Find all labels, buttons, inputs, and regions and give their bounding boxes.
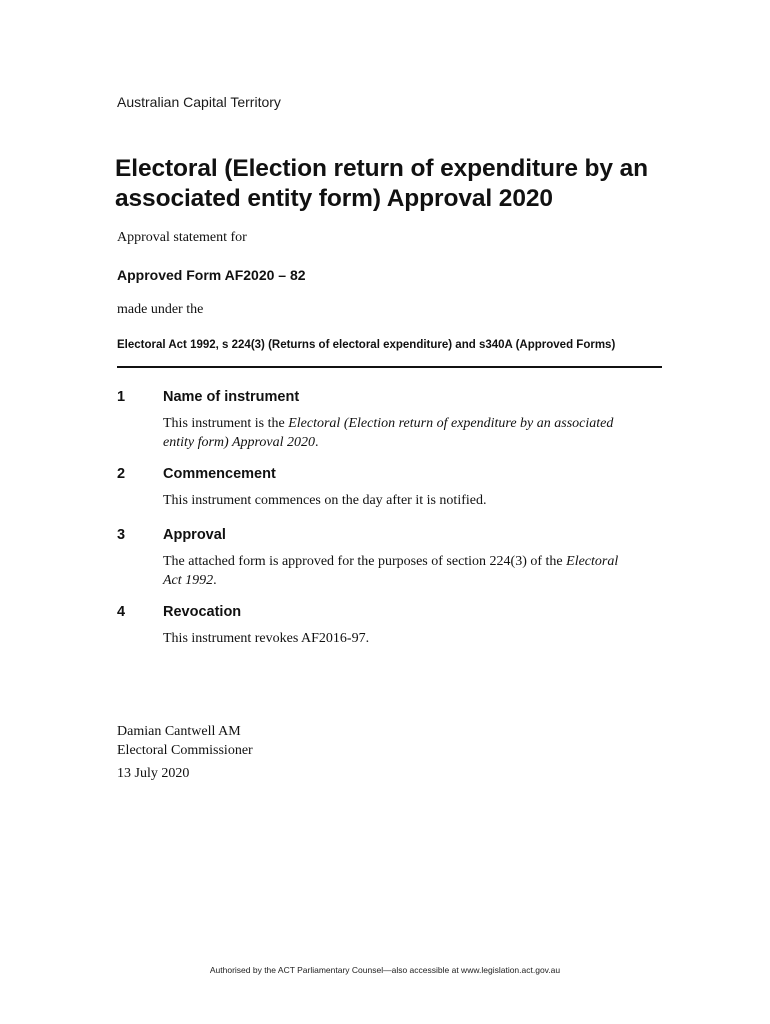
signature-date: 13 July 2020 [117,766,190,781]
section-number: 4 [117,604,126,620]
section-body: The attached form is approved for the purposes of section 224(3) of the Electoral Act 1992. [163,554,619,588]
page-footer: Authorised by the ACT Parliamentary Counsel—also accessible at www.legislation.act.gov.au [209,965,561,975]
jurisdiction-label: Australian Capital Territory [117,94,281,110]
section-number: 1 [117,389,126,405]
signatory-block [117,722,253,760]
section-heading: Approval [163,527,226,543]
approval-statement-intro: Approval statement for [117,230,247,245]
approved-form-number: Approved Form AF2020 – 82 [117,267,306,283]
section-heading: Commencement [163,466,276,482]
section-number: 3 [117,527,126,543]
section-heading: Name of instrument [163,389,300,405]
section-heading: Revocation [163,604,242,620]
enabling-act: Electoral Act 1992, s 224(3) (Returns of electoral expenditure) and s340A (Approved Forms) [117,339,616,351]
made-under-label: made under the [117,302,204,317]
section-body: This instrument is the Electoral (Election return of expenditure by an associated entity form) Approval 2020. [163,416,614,450]
section-body: This instrument commences on the day after it is notified. [163,493,487,508]
section-divider [117,366,662,368]
signatory-role: Electoral Commissioner [117,743,253,758]
section-body: This instrument revokes AF2016-97. [163,631,370,646]
instrument-title: Electoral (Election return of expenditure by an associated entity form) Approval 2020 [115,155,649,212]
section-number: 2 [117,466,126,482]
signatory-name: Damian Cantwell AM [117,724,241,739]
